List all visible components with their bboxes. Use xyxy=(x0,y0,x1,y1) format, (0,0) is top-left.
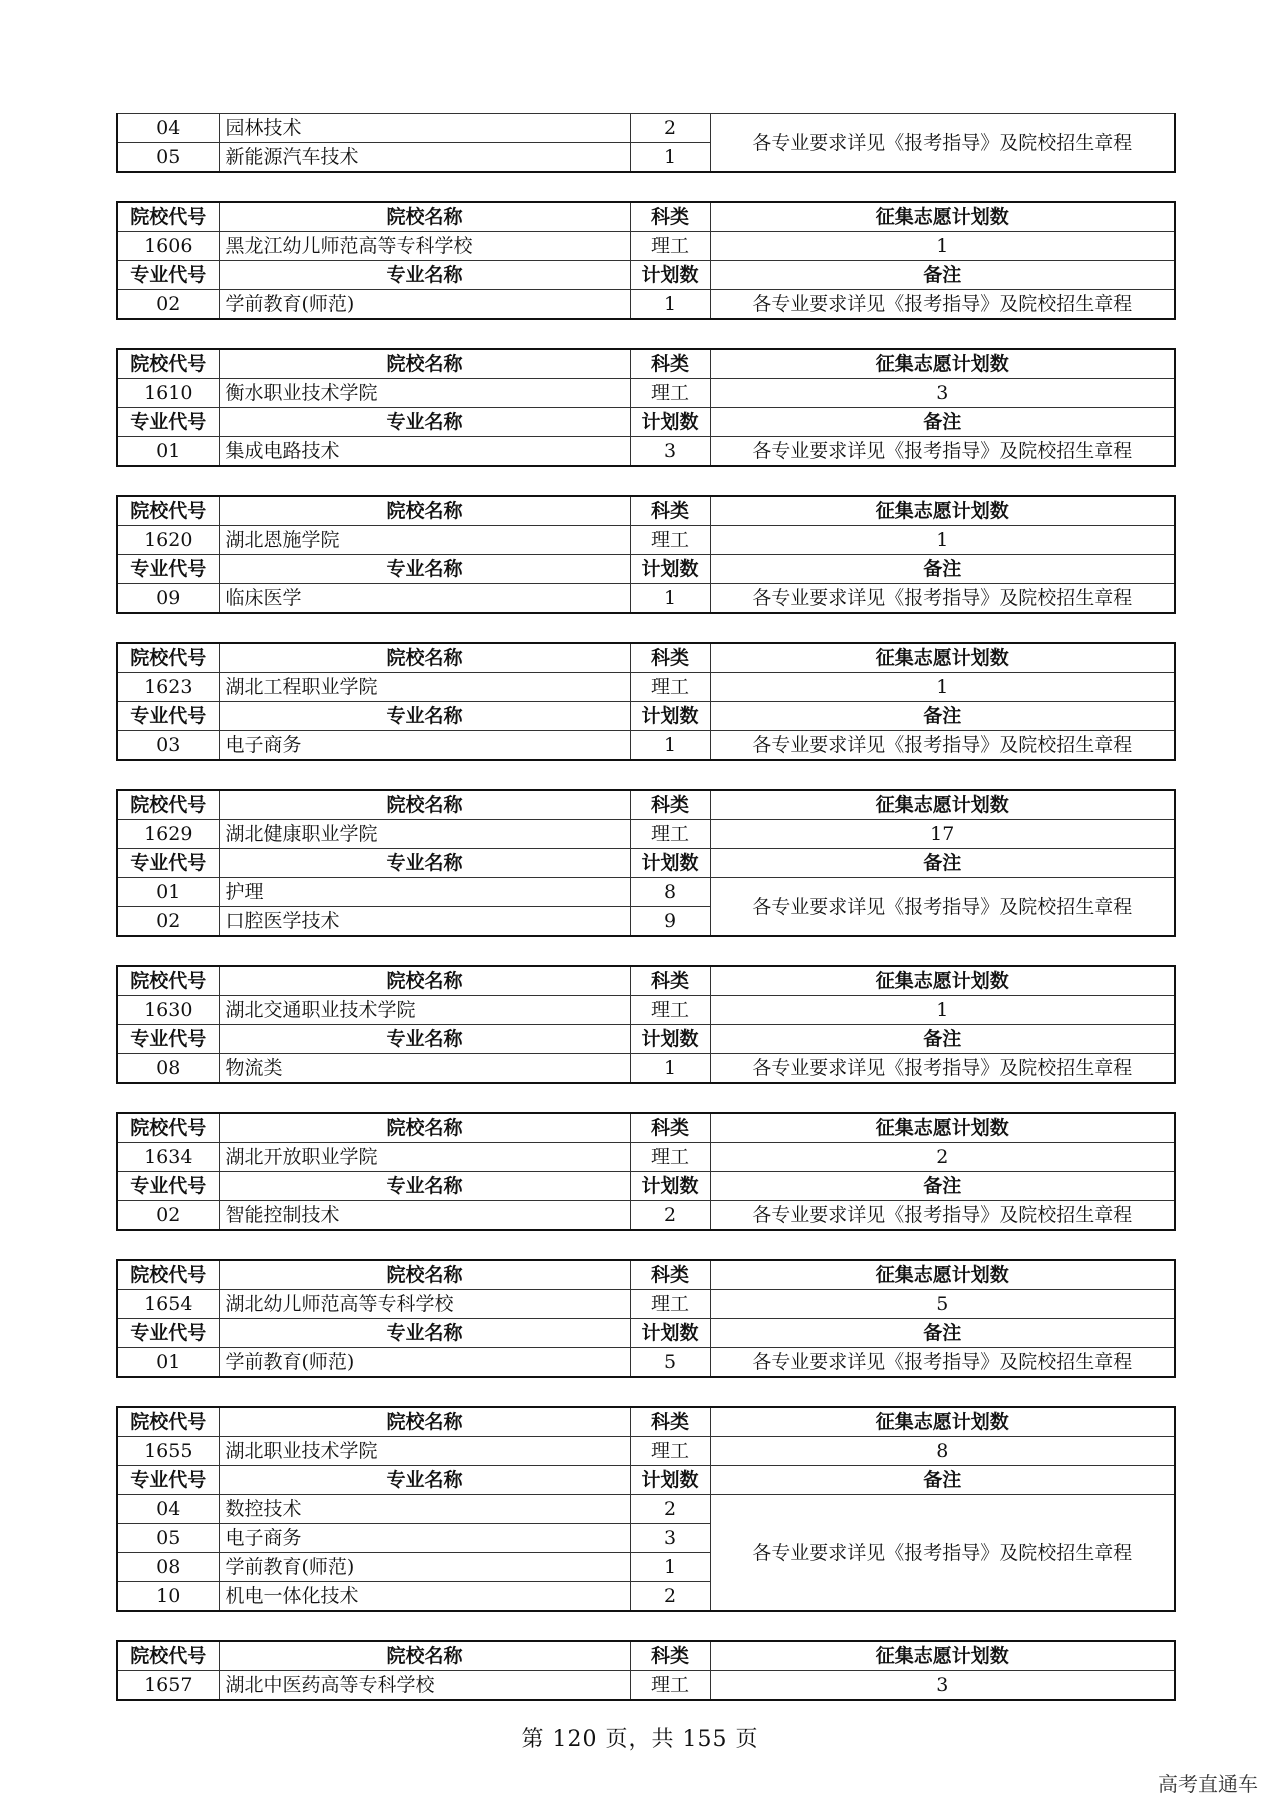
header-school-name: 院校名称 xyxy=(219,349,630,379)
header-note: 备注 xyxy=(710,1319,1175,1348)
school-table xyxy=(116,201,1176,320)
school-category: 理工 xyxy=(630,1290,710,1319)
major-header-row xyxy=(117,555,1175,584)
school-code: 1657 xyxy=(117,1671,219,1701)
major-code: 05 xyxy=(117,1524,219,1553)
header-category: 科类 xyxy=(630,1113,710,1143)
school-category: 理工 xyxy=(630,820,710,849)
header-major-code: 专业代号 xyxy=(117,555,219,584)
school-plan-total: 8 xyxy=(710,1437,1175,1466)
header-note: 备注 xyxy=(710,849,1175,878)
header-note: 备注 xyxy=(710,1172,1175,1201)
major-row xyxy=(117,584,1175,614)
school-header-row xyxy=(117,1113,1175,1143)
header-plan-total: 征集志愿计划数 xyxy=(710,496,1175,526)
school-row xyxy=(117,232,1175,261)
major-row xyxy=(117,290,1175,320)
school-name: 湖北交通职业技术学院 xyxy=(219,996,630,1025)
school-category: 理工 xyxy=(630,379,710,408)
document-body xyxy=(116,113,1174,1729)
header-school-name: 院校名称 xyxy=(219,966,630,996)
header-school-name: 院校名称 xyxy=(219,643,630,673)
school-header-row xyxy=(117,966,1175,996)
header-school-code: 院校代号 xyxy=(117,349,219,379)
header-note: 备注 xyxy=(710,1025,1175,1054)
header-major-code: 专业代号 xyxy=(117,1319,219,1348)
school-header-row xyxy=(117,349,1175,379)
major-row xyxy=(117,1348,1175,1378)
school-code: 1634 xyxy=(117,1143,219,1172)
header-school-code: 院校代号 xyxy=(117,790,219,820)
school-row xyxy=(117,673,1175,702)
remark-cell: 各专业要求详见《报考指导》及院校招生章程 xyxy=(710,114,1175,173)
school-table xyxy=(116,1406,1176,1612)
header-major-name: 专业名称 xyxy=(219,261,630,290)
major-name: 集成电路技术 xyxy=(219,437,630,467)
major-code: 02 xyxy=(117,1201,219,1231)
school-plan-total: 5 xyxy=(710,1290,1175,1319)
header-school-code: 院校代号 xyxy=(117,202,219,232)
major-name: 护理 xyxy=(219,878,630,907)
major-name: 学前教育(师范) xyxy=(219,290,630,320)
major-code: 05 xyxy=(117,143,219,173)
plan-count: 3 xyxy=(630,437,710,467)
header-major-code: 专业代号 xyxy=(117,261,219,290)
school-code: 1623 xyxy=(117,673,219,702)
continuation-table xyxy=(116,113,1176,173)
major-code: 08 xyxy=(117,1054,219,1084)
school-row xyxy=(117,1437,1175,1466)
school-category: 理工 xyxy=(630,526,710,555)
header-major-code: 专业代号 xyxy=(117,1466,219,1495)
plan-count: 2 xyxy=(630,1201,710,1231)
header-category: 科类 xyxy=(630,496,710,526)
school-plan-total: 1 xyxy=(710,232,1175,261)
school-row xyxy=(117,996,1175,1025)
major-name: 智能控制技术 xyxy=(219,1201,630,1231)
header-note: 备注 xyxy=(710,1466,1175,1495)
school-category: 理工 xyxy=(630,1671,710,1701)
remark-cell: 各专业要求详见《报考指导》及院校招生章程 xyxy=(710,437,1175,467)
major-name: 电子商务 xyxy=(219,1524,630,1553)
school-plan-total: 3 xyxy=(710,1671,1175,1701)
page-number: 第 120 页，共 155 页 xyxy=(521,1727,759,1752)
remark-cell: 各专业要求详见《报考指导》及院校招生章程 xyxy=(710,1201,1175,1231)
header-major-name: 专业名称 xyxy=(219,408,630,437)
school-name: 湖北职业技术学院 xyxy=(219,1437,630,1466)
major-header-row xyxy=(117,702,1175,731)
school-category: 理工 xyxy=(630,232,710,261)
major-name: 学前教育(师范) xyxy=(219,1348,630,1378)
header-category: 科类 xyxy=(630,643,710,673)
header-plan-count: 计划数 xyxy=(630,1025,710,1054)
school-table xyxy=(116,642,1176,761)
major-code: 03 xyxy=(117,731,219,761)
plan-count: 5 xyxy=(630,1348,710,1378)
header-plan-count: 计划数 xyxy=(630,555,710,584)
header-note: 备注 xyxy=(710,702,1175,731)
school-name: 湖北健康职业学院 xyxy=(219,820,630,849)
major-code: 01 xyxy=(117,437,219,467)
school-category: 理工 xyxy=(630,1143,710,1172)
plan-count: 1 xyxy=(630,143,710,173)
plan-count: 2 xyxy=(630,114,710,143)
major-header-row xyxy=(117,261,1175,290)
header-category: 科类 xyxy=(630,202,710,232)
major-code: 02 xyxy=(117,907,219,937)
remark-cell: 各专业要求详见《报考指导》及院校招生章程 xyxy=(710,878,1175,937)
school-name: 黑龙江幼儿师范高等专科学校 xyxy=(219,232,630,261)
header-plan-count: 计划数 xyxy=(630,261,710,290)
header-school-code: 院校代号 xyxy=(117,1113,219,1143)
school-code: 1655 xyxy=(117,1437,219,1466)
header-major-code: 专业代号 xyxy=(117,702,219,731)
major-name: 园林技术 xyxy=(219,114,630,143)
header-major-code: 专业代号 xyxy=(117,849,219,878)
school-row xyxy=(117,379,1175,408)
school-table xyxy=(116,789,1176,937)
major-header-row xyxy=(117,849,1175,878)
header-school-code: 院校代号 xyxy=(117,966,219,996)
header-school-name: 院校名称 xyxy=(219,1641,630,1671)
major-name: 口腔医学技术 xyxy=(219,907,630,937)
school-header-row xyxy=(117,496,1175,526)
school-table xyxy=(116,495,1176,614)
major-row xyxy=(117,731,1175,761)
header-category: 科类 xyxy=(630,1260,710,1290)
major-code: 10 xyxy=(117,1582,219,1612)
school-plan-total: 17 xyxy=(710,820,1175,849)
header-plan-total: 征集志愿计划数 xyxy=(710,202,1175,232)
remark-cell: 各专业要求详见《报考指导》及院校招生章程 xyxy=(710,731,1175,761)
school-table xyxy=(116,348,1176,467)
school-name: 衡水职业技术学院 xyxy=(219,379,630,408)
major-header-row xyxy=(117,1319,1175,1348)
school-plan-total: 3 xyxy=(710,379,1175,408)
plan-count: 3 xyxy=(630,1524,710,1553)
school-header-row xyxy=(117,790,1175,820)
header-school-name: 院校名称 xyxy=(219,1113,630,1143)
header-plan-total: 征集志愿计划数 xyxy=(710,790,1175,820)
major-name: 电子商务 xyxy=(219,731,630,761)
major-name: 物流类 xyxy=(219,1054,630,1084)
header-plan-count: 计划数 xyxy=(630,408,710,437)
major-code: 01 xyxy=(117,1348,219,1378)
header-school-code: 院校代号 xyxy=(117,643,219,673)
school-plan-total: 1 xyxy=(710,996,1175,1025)
major-row xyxy=(117,1495,1175,1524)
header-plan-count: 计划数 xyxy=(630,849,710,878)
plan-count: 2 xyxy=(630,1582,710,1612)
school-code: 1630 xyxy=(117,996,219,1025)
school-table xyxy=(116,1259,1176,1378)
plan-count: 9 xyxy=(630,907,710,937)
school-row xyxy=(117,820,1175,849)
header-school-name: 院校名称 xyxy=(219,202,630,232)
remark-cell: 各专业要求详见《报考指导》及院校招生章程 xyxy=(710,1054,1175,1084)
school-code: 1610 xyxy=(117,379,219,408)
school-table xyxy=(116,1112,1176,1231)
header-category: 科类 xyxy=(630,790,710,820)
header-major-code: 专业代号 xyxy=(117,408,219,437)
school-table xyxy=(116,1640,1176,1701)
school-category: 理工 xyxy=(630,996,710,1025)
header-plan-total: 征集志愿计划数 xyxy=(710,1407,1175,1437)
header-major-code: 专业代号 xyxy=(117,1172,219,1201)
major-header-row xyxy=(117,1025,1175,1054)
header-plan-count: 计划数 xyxy=(630,1319,710,1348)
school-plan-total: 1 xyxy=(710,673,1175,702)
plan-count: 1 xyxy=(630,1054,710,1084)
header-plan-count: 计划数 xyxy=(630,702,710,731)
remark-cell: 各专业要求详见《报考指导》及院校招生章程 xyxy=(710,290,1175,320)
header-category: 科类 xyxy=(630,1641,710,1671)
school-plan-total: 2 xyxy=(710,1143,1175,1172)
major-name: 学前教育(师范) xyxy=(219,1553,630,1582)
school-code: 1606 xyxy=(117,232,219,261)
header-major-code: 专业代号 xyxy=(117,1025,219,1054)
school-header-row xyxy=(117,1641,1175,1671)
header-major-name: 专业名称 xyxy=(219,849,630,878)
school-category: 理工 xyxy=(630,673,710,702)
major-code: 02 xyxy=(117,290,219,320)
header-major-name: 专业名称 xyxy=(219,1466,630,1495)
header-major-name: 专业名称 xyxy=(219,1172,630,1201)
header-plan-count: 计划数 xyxy=(630,1172,710,1201)
remark-cell: 各专业要求详见《报考指导》及院校招生章程 xyxy=(710,1495,1175,1612)
major-code: 01 xyxy=(117,878,219,907)
school-header-row xyxy=(117,1407,1175,1437)
watermark: 高考直通车 xyxy=(1158,1772,1258,1796)
header-note: 备注 xyxy=(710,408,1175,437)
header-school-code: 院校代号 xyxy=(117,1407,219,1437)
plan-count: 2 xyxy=(630,1495,710,1524)
school-row xyxy=(117,526,1175,555)
major-name: 临床医学 xyxy=(219,584,630,614)
major-row xyxy=(117,437,1175,467)
school-name: 湖北幼儿师范高等专科学校 xyxy=(219,1290,630,1319)
major-header-row xyxy=(117,408,1175,437)
school-header-row xyxy=(117,1260,1175,1290)
major-row xyxy=(117,878,1175,907)
header-school-name: 院校名称 xyxy=(219,1407,630,1437)
plan-count: 8 xyxy=(630,878,710,907)
header-school-code: 院校代号 xyxy=(117,1260,219,1290)
header-category: 科类 xyxy=(630,966,710,996)
header-school-code: 院校代号 xyxy=(117,1641,219,1671)
header-school-name: 院校名称 xyxy=(219,496,630,526)
school-table xyxy=(116,965,1176,1084)
major-header-row xyxy=(117,1172,1175,1201)
header-plan-total: 征集志愿计划数 xyxy=(710,1641,1175,1671)
school-row xyxy=(117,1290,1175,1319)
header-school-name: 院校名称 xyxy=(219,790,630,820)
plan-count: 1 xyxy=(630,290,710,320)
header-category: 科类 xyxy=(630,1407,710,1437)
remark-cell: 各专业要求详见《报考指导》及院校招生章程 xyxy=(710,1348,1175,1378)
school-name: 湖北恩施学院 xyxy=(219,526,630,555)
school-header-row xyxy=(117,643,1175,673)
header-major-name: 专业名称 xyxy=(219,702,630,731)
school-header-row xyxy=(117,202,1175,232)
remark-cell: 各专业要求详见《报考指导》及院校招生章程 xyxy=(710,584,1175,614)
major-name: 数控技术 xyxy=(219,1495,630,1524)
header-major-name: 专业名称 xyxy=(219,1025,630,1054)
header-category: 科类 xyxy=(630,349,710,379)
major-code: 09 xyxy=(117,584,219,614)
header-plan-total: 征集志愿计划数 xyxy=(710,1260,1175,1290)
header-school-code: 院校代号 xyxy=(117,496,219,526)
school-name: 湖北工程职业学院 xyxy=(219,673,630,702)
header-note: 备注 xyxy=(710,555,1175,584)
school-code: 1620 xyxy=(117,526,219,555)
header-major-name: 专业名称 xyxy=(219,555,630,584)
school-row xyxy=(117,1671,1175,1701)
major-code: 04 xyxy=(117,114,219,143)
major-row xyxy=(117,1054,1175,1084)
school-code: 1654 xyxy=(117,1290,219,1319)
school-category: 理工 xyxy=(630,1437,710,1466)
header-note: 备注 xyxy=(710,261,1175,290)
header-plan-total: 征集志愿计划数 xyxy=(710,1113,1175,1143)
header-school-name: 院校名称 xyxy=(219,1260,630,1290)
school-row xyxy=(117,1143,1175,1172)
major-row xyxy=(117,114,1175,143)
school-plan-total: 1 xyxy=(710,526,1175,555)
header-plan-total: 征集志愿计划数 xyxy=(710,966,1175,996)
school-name: 湖北中医药高等专科学校 xyxy=(219,1671,630,1701)
plan-count: 1 xyxy=(630,731,710,761)
header-plan-total: 征集志愿计划数 xyxy=(710,349,1175,379)
major-row xyxy=(117,1201,1175,1231)
school-name: 湖北开放职业学院 xyxy=(219,1143,630,1172)
major-code: 08 xyxy=(117,1553,219,1582)
plan-count: 1 xyxy=(630,1553,710,1582)
school-code: 1629 xyxy=(117,820,219,849)
header-plan-count: 计划数 xyxy=(630,1466,710,1495)
major-name: 机电一体化技术 xyxy=(219,1582,630,1612)
header-plan-total: 征集志愿计划数 xyxy=(710,643,1175,673)
plan-count: 1 xyxy=(630,584,710,614)
major-header-row xyxy=(117,1466,1175,1495)
header-major-name: 专业名称 xyxy=(219,1319,630,1348)
major-name: 新能源汽车技术 xyxy=(219,143,630,173)
major-code: 04 xyxy=(117,1495,219,1524)
